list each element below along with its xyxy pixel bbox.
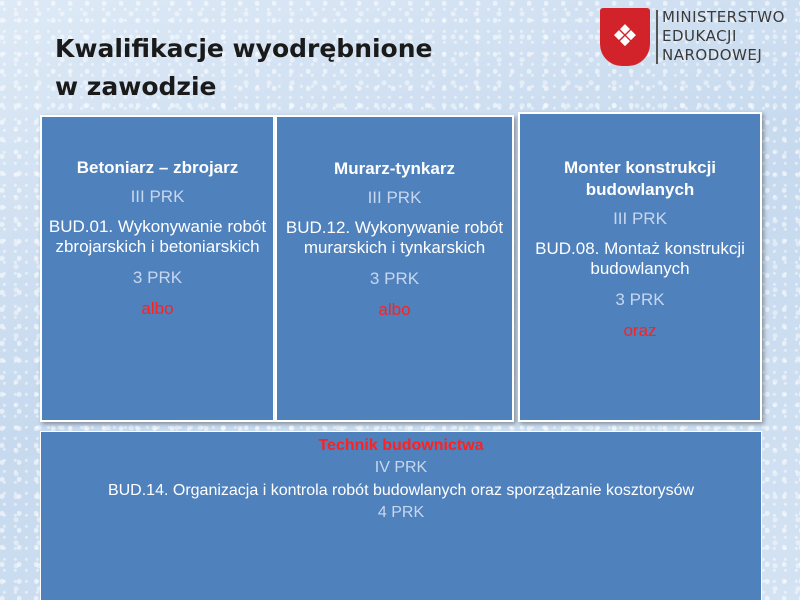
- ministry-logo: [598, 6, 794, 70]
- profession-card-betoniarz: [40, 115, 275, 422]
- connector-word: oraz: [623, 321, 657, 340]
- qualification-level: 3 PRK: [615, 290, 665, 309]
- profession-card-murarz: [275, 115, 514, 422]
- qualification-level: 3 PRK: [132, 268, 183, 287]
- technician-qualification-level: 4 PRK: [377, 504, 425, 521]
- profession-card-monter: [518, 112, 762, 422]
- qualification-description: BUD.01. Wykonywanie robót zbrojarskich i betoniarskich: [48, 217, 267, 256]
- profession-name: Murarz-tynkarz: [334, 159, 455, 178]
- connector-word: albo: [378, 300, 411, 319]
- profession-level: III PRK: [130, 187, 185, 206]
- technician-qualification: BUD.14. Organizacja i kontrola robót budowlanych oraz sporządzanie kosztorysów: [107, 482, 695, 499]
- technician-name: Technik budownictwa: [318, 437, 484, 454]
- polish-eagle-emblem-icon: ❖: [600, 8, 650, 66]
- logo-text-line-3: NARODOWEJ: [662, 46, 763, 64]
- logo-divider: [656, 10, 658, 64]
- profession-level: III PRK: [367, 188, 422, 207]
- page-title-line-1: Kwalifikacje wyodrębnione: [55, 34, 433, 63]
- logo-text: [662, 8, 785, 65]
- qualification-description: BUD.12. Wykonywanie robót murarskich i tynkarskich: [285, 218, 504, 257]
- page-title: [55, 30, 433, 106]
- qualification-description: BUD.08. Montaż konstrukcji budowlanych: [535, 239, 745, 278]
- profession-name: Betoniarz – zbrojarz: [76, 158, 239, 177]
- page-title-line-2: w zawodzie: [55, 72, 217, 101]
- connector-word: albo: [141, 299, 174, 318]
- profession-level: III PRK: [613, 209, 667, 228]
- technician-level: IV PRK: [374, 459, 428, 476]
- technician-card: [40, 431, 762, 600]
- qualification-level: 3 PRK: [369, 269, 420, 288]
- logo-text-line-2: EDUKACJI: [662, 27, 737, 45]
- profession-name: Monter konstrukcji budowlanych: [563, 158, 717, 199]
- logo-text-line-1: MINISTERSTWO: [662, 8, 785, 26]
